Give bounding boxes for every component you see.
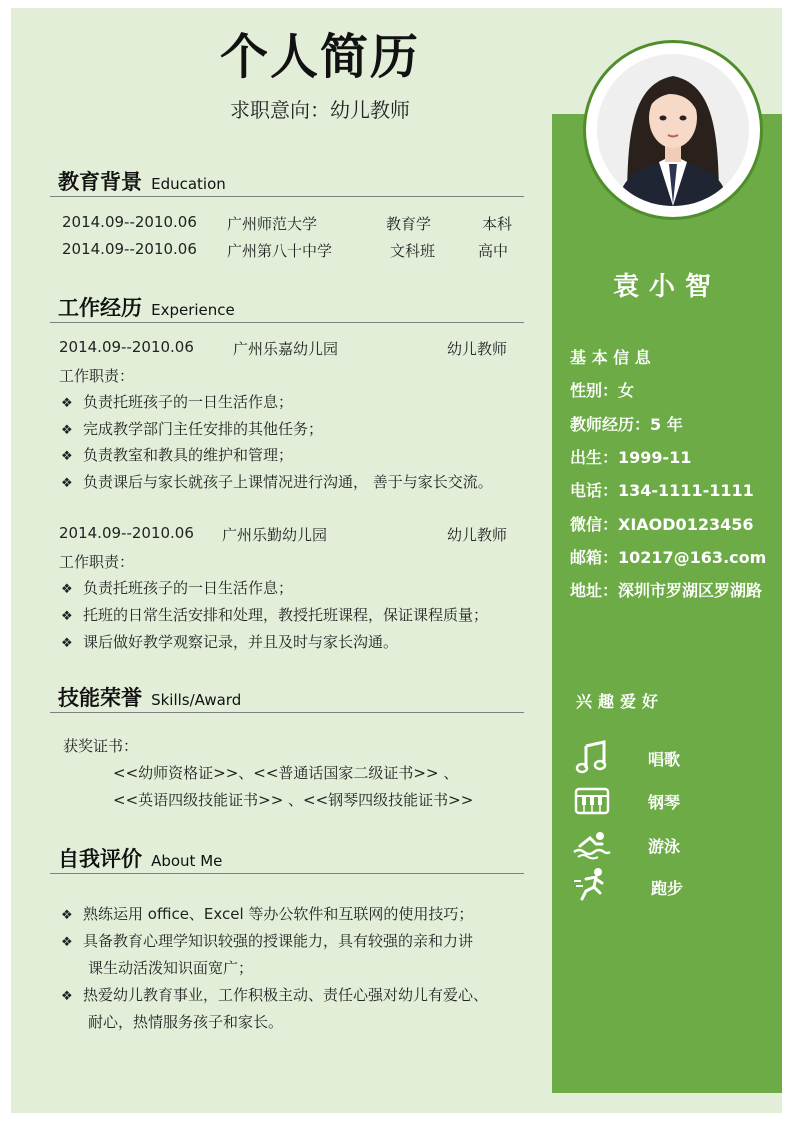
info-wechat: 微信：XIAOD0123456 bbox=[570, 515, 754, 534]
list-item: ❖ 热爱幼儿教育事业，工作积极主动、责任心强对幼儿有爱心、 bbox=[61, 986, 489, 1004]
list-item: ❖ 负责课后与家长就孩子上课情况进行沟通， 善于与家长交流。 bbox=[61, 473, 493, 491]
list-item: ❖ 托班的日常生活安排和处理，教授托班课程，保证课程质量； bbox=[61, 606, 489, 624]
edu-degree: 高中 bbox=[478, 242, 509, 260]
list-item: ❖ 负责托班孩子的一日生活作息； bbox=[61, 393, 294, 411]
diamond-bullet-icon: ❖ bbox=[61, 935, 73, 950]
basic-info-title: 基 本 信 息 bbox=[570, 348, 651, 367]
job-role: 幼儿教师 bbox=[447, 340, 508, 358]
candidate-name: 袁小智 bbox=[612, 272, 721, 302]
info-gender: 性别：女 bbox=[570, 381, 635, 400]
job-period: 2014.09--2010.06 bbox=[59, 524, 194, 542]
award-label: 获奖证书： bbox=[63, 737, 139, 755]
hobby-label-running: 跑步 bbox=[651, 879, 684, 898]
edu-major: 教育学 bbox=[386, 215, 432, 233]
diamond-bullet-icon: ❖ bbox=[61, 908, 73, 923]
job-company: 广州乐勤幼儿园 bbox=[222, 526, 328, 544]
job-period: 2014.09--2010.06 bbox=[59, 338, 194, 356]
edu-school: 广州第八十中学 bbox=[227, 242, 333, 260]
list-item: ❖ 负责托班孩子的一日生活作息； bbox=[61, 579, 294, 597]
avatar bbox=[597, 54, 749, 206]
section-title-en: Experience bbox=[151, 301, 235, 319]
education-header bbox=[50, 166, 524, 197]
section-title-cn: 教育背景 bbox=[58, 170, 142, 194]
list-item: ❖ 课后做好教学观察记录，并且及时与家长沟通。 bbox=[61, 633, 399, 651]
section-title-en: About Me bbox=[151, 852, 223, 870]
edu-period: 2014.09--2010.06 bbox=[62, 213, 197, 231]
edu-degree: 本科 bbox=[482, 215, 513, 233]
section-title-en: Education bbox=[151, 175, 226, 193]
list-item: ❖ 熟练运用 office、Excel 等办公软件和互联网的使用技巧； bbox=[61, 905, 474, 923]
swimming-icon bbox=[572, 826, 612, 860]
list-item: ❖ 负责教室和教具的维护和管理； bbox=[61, 446, 294, 464]
award-line: <<英语四级技能证书>> 、<<钢琴四级技能证书>> bbox=[113, 791, 474, 809]
job-role: 幼儿教师 bbox=[447, 526, 508, 544]
music-note-icon bbox=[572, 740, 612, 774]
diamond-bullet-icon: ❖ bbox=[61, 449, 73, 464]
experience-header bbox=[50, 292, 524, 323]
section-title-cn: 自我评价 bbox=[58, 847, 142, 871]
running-icon bbox=[572, 867, 612, 901]
portrait-illustration bbox=[597, 54, 749, 206]
section-title-cn: 工作经历 bbox=[58, 296, 142, 320]
info-birth: 出生：1999-11 bbox=[570, 448, 692, 467]
piano-icon bbox=[572, 784, 612, 818]
edu-major: 文科班 bbox=[390, 242, 436, 260]
hobby-label-swimming: 游泳 bbox=[648, 837, 681, 856]
hobby-title: 兴趣爱好 bbox=[576, 692, 665, 711]
list-item: ❖ 具备教育心理学知识较强的授课能力，具有较强的亲和力讲 bbox=[61, 932, 474, 950]
edu-period: 2014.09--2010.06 bbox=[62, 240, 197, 258]
self-eval-header bbox=[50, 843, 524, 874]
diamond-bullet-icon: ❖ bbox=[61, 636, 73, 651]
diamond-bullet-icon: ❖ bbox=[61, 582, 73, 597]
section-title-en: Skills/Award bbox=[151, 691, 242, 709]
hobby-label-piano: 钢琴 bbox=[648, 793, 681, 812]
list-item: ❖ 完成教学部门主任安排的其他任务； bbox=[61, 420, 324, 438]
hobby-label-singing: 唱歌 bbox=[648, 750, 681, 769]
edu-school: 广州师范大学 bbox=[227, 215, 318, 233]
section-title-cn: 技能荣誉 bbox=[58, 686, 142, 710]
diamond-bullet-icon: ❖ bbox=[61, 396, 73, 411]
list-item-continuation: 课生动活泼知识面宽广； bbox=[88, 959, 254, 977]
diamond-bullet-icon: ❖ bbox=[61, 609, 73, 624]
info-address: 地址：深圳市罗湖区罗湖路 bbox=[570, 581, 763, 600]
diamond-bullet-icon: ❖ bbox=[61, 423, 73, 438]
list-item-continuation: 耐心，热情服务孩子和家长。 bbox=[88, 1013, 284, 1031]
diamond-bullet-icon: ❖ bbox=[61, 989, 73, 1004]
info-phone: 电话：134-1111-1111 bbox=[570, 481, 754, 500]
info-experience: 教师经历：5 年 bbox=[570, 415, 683, 434]
profile-sidebar bbox=[552, 114, 782, 1093]
job-objective: 求职意向：幼儿教师 bbox=[230, 98, 410, 122]
diamond-bullet-icon: ❖ bbox=[61, 476, 73, 491]
skills-header bbox=[50, 682, 524, 713]
duty-label: 工作职责： bbox=[59, 553, 135, 571]
page-title: 个人简历 bbox=[219, 29, 420, 85]
award-line: <<幼师资格证>>、<<普通话国家二级证书>> 、 bbox=[113, 764, 459, 782]
info-email: 邮箱：10217@163.com bbox=[570, 548, 767, 567]
job-company: 广州乐嘉幼儿园 bbox=[233, 340, 339, 358]
duty-label: 工作职责： bbox=[59, 367, 135, 385]
